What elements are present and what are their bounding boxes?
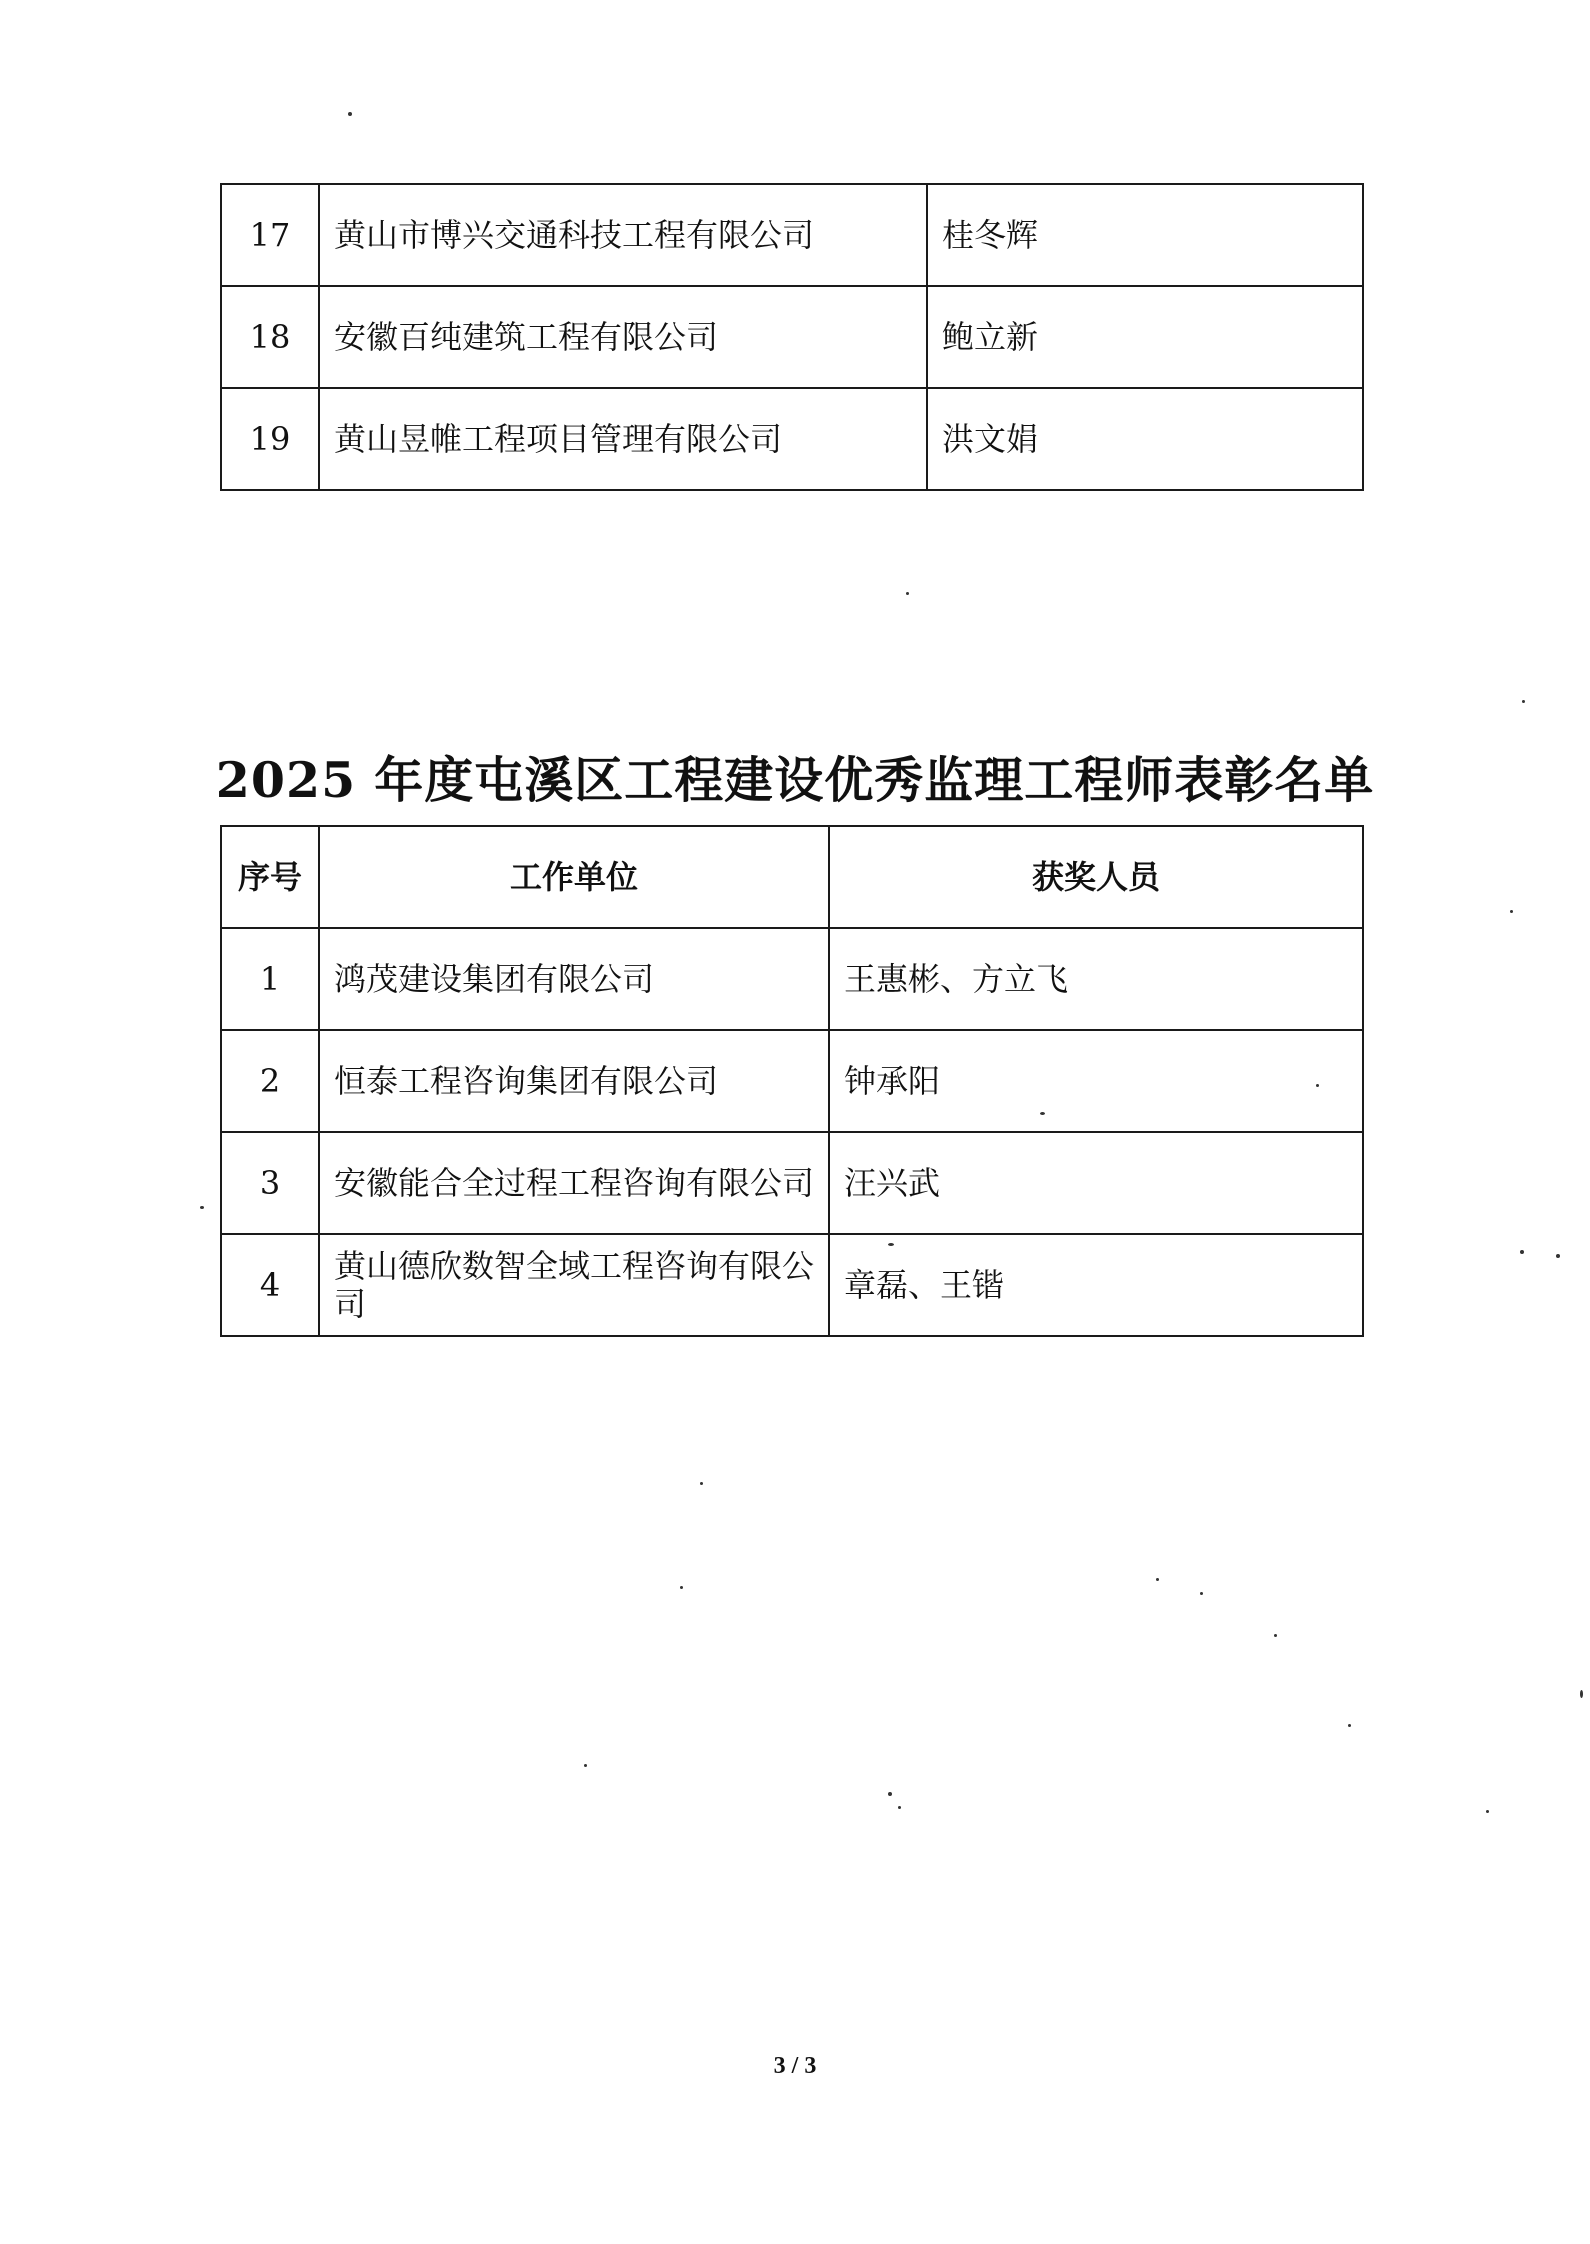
scan-speck [584,1764,587,1767]
page-number: 3 / 3 [773,2053,817,2079]
scan-speck [1522,700,1525,703]
scan-speck [1556,1254,1560,1258]
scan-speck [1156,1578,1159,1581]
scan-speck [898,1806,901,1809]
section-title: 2025 年度屯溪区工程建设优秀监理工程师表彰名单 [215,751,1375,809]
awardee: 钟承阳 [829,1030,1363,1132]
scan-speck [700,1482,703,1485]
scan-speck [906,592,909,595]
scan-speck [1520,1250,1524,1254]
scan-speck [1200,1592,1203,1595]
work-unit: 安徽百纯建筑工程有限公司 [319,286,927,388]
work-unit: 黄山昱帷工程项目管理有限公司 [319,388,927,490]
work-unit: 安徽能合全过程工程咨询有限公司 [319,1132,829,1234]
header-awardee: 获奖人员 [829,826,1363,928]
table-row [221,388,1363,490]
work-unit: 黄山德欣数智全域工程咨询有限公司 [319,1234,829,1336]
scan-speck [348,112,352,116]
scan-speck [1580,1690,1583,1698]
row-number: 17 [221,184,319,286]
scan-speck [200,1206,204,1209]
table-row [221,1234,1363,1336]
scan-speck [1040,1112,1045,1115]
row-number: 1 [221,928,319,1030]
scan-speck [680,1586,683,1589]
row-number: 2 [221,1030,319,1132]
table-row [221,928,1363,1030]
table-header-row [221,826,1363,928]
awardee: 洪文娟 [927,388,1363,490]
awardee: 桂冬辉 [927,184,1363,286]
work-unit: 恒泰工程咨询集团有限公司 [319,1030,829,1132]
row-number: 18 [221,286,319,388]
scan-speck [1486,1810,1489,1813]
awardee: 鲍立新 [927,286,1363,388]
table-row [221,184,1363,286]
header-work-unit: 工作单位 [319,826,829,928]
scan-speck [1348,1724,1351,1727]
scan-speck [888,1792,892,1796]
scan-speck [1274,1634,1277,1637]
awardee: 章磊、王锴 [829,1234,1363,1336]
awardee: 王惠彬、方立飞 [829,928,1363,1030]
work-unit: 鸿茂建设集团有限公司 [319,928,829,1030]
header-number: 序号 [221,826,319,928]
scan-speck [888,1243,894,1246]
work-unit: 黄山市博兴交通科技工程有限公司 [319,184,927,286]
table-row [221,1030,1363,1132]
awardee: 汪兴武 [829,1132,1363,1234]
row-number: 19 [221,388,319,490]
row-number: 3 [221,1132,319,1234]
table-row [221,1132,1363,1234]
row-number: 4 [221,1234,319,1336]
continued-awards-table [220,183,1364,491]
scan-speck [1510,910,1513,913]
supervision-engineers-table [220,825,1364,1337]
table-row [221,286,1363,388]
scan-speck [1316,1084,1319,1087]
